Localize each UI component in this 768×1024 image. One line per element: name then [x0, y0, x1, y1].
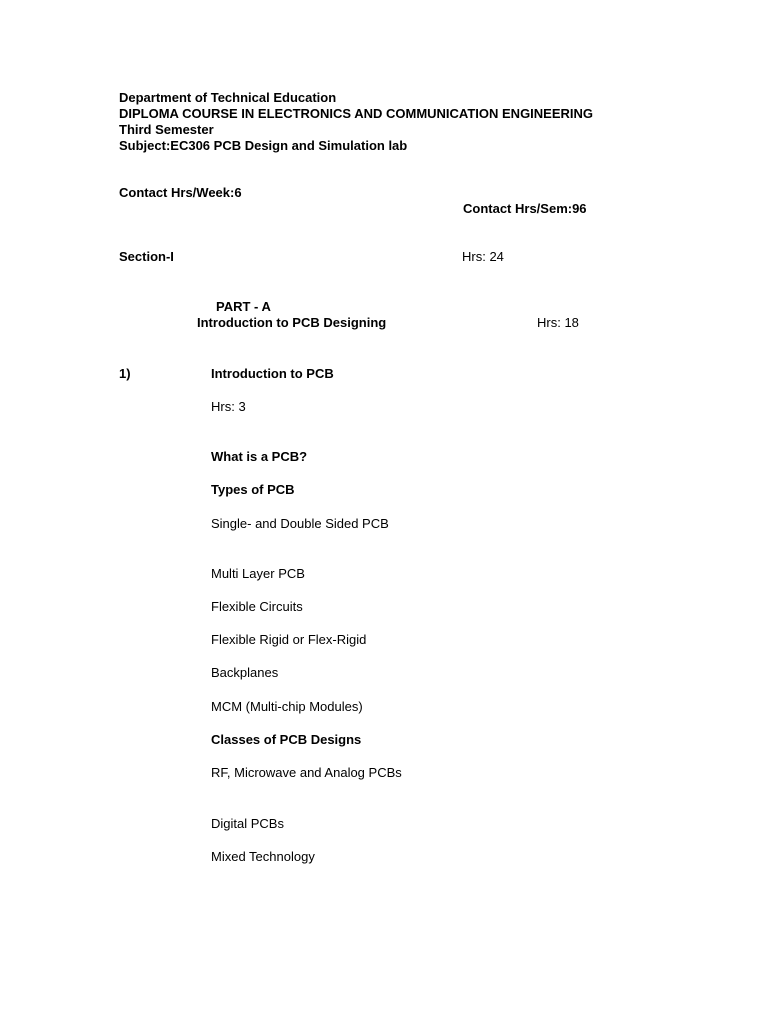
list-item: Multi Layer PCB [211, 566, 305, 581]
semester-label: Third Semester [119, 122, 214, 137]
section-hours: Hrs: 24 [462, 249, 504, 264]
part-hours: Hrs: 18 [537, 315, 579, 330]
department-name: Department of Technical Education [119, 90, 337, 105]
section-label: Section-I [119, 249, 174, 264]
list-item: Digital PCBs [211, 816, 284, 831]
unit-title: Introduction to PCB [211, 366, 334, 381]
part-label: PART - A [216, 299, 271, 314]
list-item: Flexible Circuits [211, 599, 303, 614]
list-item: Backplanes [211, 665, 279, 680]
topic-heading-classes: Classes of PCB Designs [211, 732, 362, 747]
list-item: RF, Microwave and Analog PCBs [211, 765, 402, 780]
contact-hours-week: Contact Hrs/Week:6 [119, 185, 242, 200]
list-item: Mixed Technology [211, 849, 315, 864]
unit-hours: Hrs: 3 [211, 399, 246, 414]
course-title: DIPLOMA COURSE IN ELECTRONICS AND COMMUNICATION ENGINEERING [119, 106, 594, 121]
contact-hours-sem: Contact Hrs/Sem:96 [463, 201, 587, 216]
list-item: Single- and Double Sided PCB [211, 516, 389, 531]
topic-heading-types: Types of PCB [211, 482, 295, 497]
list-item: Flexible Rigid or Flex-Rigid [211, 632, 367, 647]
unit-number: 1) [119, 366, 131, 381]
list-item: MCM (Multi-chip Modules) [211, 699, 363, 714]
part-title: Introduction to PCB Designing [197, 315, 387, 330]
subject-title: Subject:EC306 PCB Design and Simulation lab [119, 138, 408, 153]
topic-heading-what-is-pcb: What is a PCB? [211, 449, 308, 464]
